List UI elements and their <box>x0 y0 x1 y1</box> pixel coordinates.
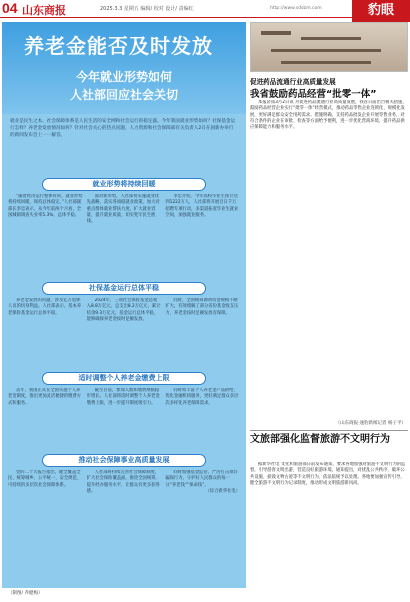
section-col: 面对新形势，人社部将实施就业优先战略，落实各项稳就业政策，加大对重点群体就业帮扶力度，扩大就业容量，提升就业质量，切实兜牢民生底线。 <box>86 194 160 225</box>
article-body <box>250 462 408 590</box>
feature-intro: 就业是民生之本。社会保障体系是人民生活的安全网和社会运行的稳定器。今年我国就业形势如何？社保基金运行怎样？养老金发放情况如何？针对社会关心的热点问题，人力资源和社会保障部有关负责人2日在国新办举行的新闻发布会上一一解答。 <box>10 119 236 138</box>
news-photo <box>250 22 408 72</box>
page-header <box>0 0 410 18</box>
section-body <box>8 194 240 276</box>
divider <box>250 430 408 431</box>
section-col <box>165 470 240 574</box>
section-col: 人社部将持续完善社会保障制度，扩大社会保险覆盖面，推进全国统筹，提升经办服务水平，让群众有更多获得感。 <box>86 470 160 494</box>
article-kicker: 促进药品流通行业高质量发展 <box>250 78 336 86</box>
feature-article <box>2 22 246 588</box>
feature-subtitle-2: 人社部回应社会关切 <box>69 88 178 102</box>
section-col: 去年，我国正式在全国实施个人养老金制度，推出更加灵活便捷的缴费方式和服务。 <box>8 388 82 406</box>
section-col: “随着经济运行整体好转，就业形势将持续回暖，保持总体稳定。”人社部副部长李忠表示，从今年前两个月看，全国城镇调查失业率5.3%，总体平稳。 <box>8 194 83 218</box>
right-column <box>250 22 408 592</box>
feature-title: 养老金能否及时发放 <box>24 34 213 58</box>
paper-name: 山东商报 <box>22 4 66 17</box>
section-heading: 适时调整个人养老金缴费上限 <box>42 372 206 385</box>
source-note: （综合新华社电） <box>205 488 241 494</box>
graphic-credit: （制图/ 乔健梅） <box>8 591 43 596</box>
section-heading: 推动社会保障事业高质量发展 <box>42 454 206 467</box>
section-heading: 就业形势将持续回暖 <box>42 178 206 191</box>
section-body <box>8 470 240 574</box>
issue-meta: 2025.3.3 星期五 编辑/ 校对 设计/ 责编红 <box>100 6 194 12</box>
feature-subtitle-1: 今年就业形势如何 <box>75 70 172 84</box>
section-col-text: 同时加强基金监管，严厉打击欺诈骗保行为，守护好人民群众的每一分“养老钱”“保命钱”。 <box>165 470 238 488</box>
article-paragraph: 本报济南3月2日讯 为促进药品流通行业高质量发展，我省日前出台相关措施，鼓励药品经营企业实行“批零一体”经营模式，推动药品零售企业连锁化、规模化发展，更好满足群众安全用药需求。措施明确，支持药品批发企业开展零售业务，对符合条件的企业在审批、检查等方面给予便利，进一步优化营商环境，提升药品供应保障能力和服务水平。 <box>250 100 407 131</box>
article-paragraph: 据新华社电 文化和旅游部日前发布通知，要求各地加强对旅游不文明行为的监督，引导游客文明出游，营造良好旅游环境。通知提出，对扰乱公共秩序、破坏公共设施、损毁文物古迹等不文明行为，依法依规予以处理。各地要加强宣传引导，健全旅游不文明行为记录制度，推动形成文明旅游新风尚。 <box>250 462 406 486</box>
article-body <box>250 100 408 418</box>
section-body <box>8 388 240 450</box>
column-masthead: 豹眼 <box>352 0 410 22</box>
section-col: 养老金发放的问题，涉及亿万退休人员的切身利益。人社部表示，基本养老保险基金运行总体平稳。 <box>8 298 82 316</box>
article-credit: （山东商报·速豹新闻记者 杨子平） <box>335 421 406 426</box>
site-url[interactable]: http://www.sdsbm.com <box>270 6 322 11</box>
section-col: 2024年，三项社会保险基金总收入8.8万亿元，总支出8.2万亿元，累计结余9.3万亿元，基金运行总体平稳，能够确保养老金按时足额发放。 <box>86 298 161 322</box>
section-col: 党的二十大报告指出，健全覆盖全民、统筹城乡、公平统一、安全规范、可持续的多层次社会保障体系。 <box>8 470 82 488</box>
section-col: 同时，全国统筹调剂资金规模不断扩大，有效缓解了部分省份基金收支压力，养老金按时足额发放有保障。 <box>165 298 239 316</box>
feature-hero <box>2 22 246 114</box>
section-col: 同时将丰富个人养老金产品供给，优化金融机构服务，更好满足群众多层次多样化养老保障需求。 <box>165 388 239 406</box>
section-body <box>8 298 240 368</box>
section-heading: 社保基金运行总体平稳 <box>42 282 206 295</box>
section-col: 李忠介绍，今年高校毕业生预计达到1222万人，人社部将开展百日千万招聘专项行动，多渠道拓宽毕业生就业空间，加强就业服务。 <box>165 194 239 218</box>
section-col: 截至目前，参加人数和缴费规模稳步增长。人社部将适时调整个人养老金缴费上限，进一步提升制度吸引力。 <box>86 388 160 406</box>
article-title: 文旅部强化监督旅游不文明行为 <box>250 434 390 445</box>
page-number: 04 <box>2 0 18 16</box>
article-title: 我省鼓励药品经营“批零一体” <box>250 89 377 100</box>
